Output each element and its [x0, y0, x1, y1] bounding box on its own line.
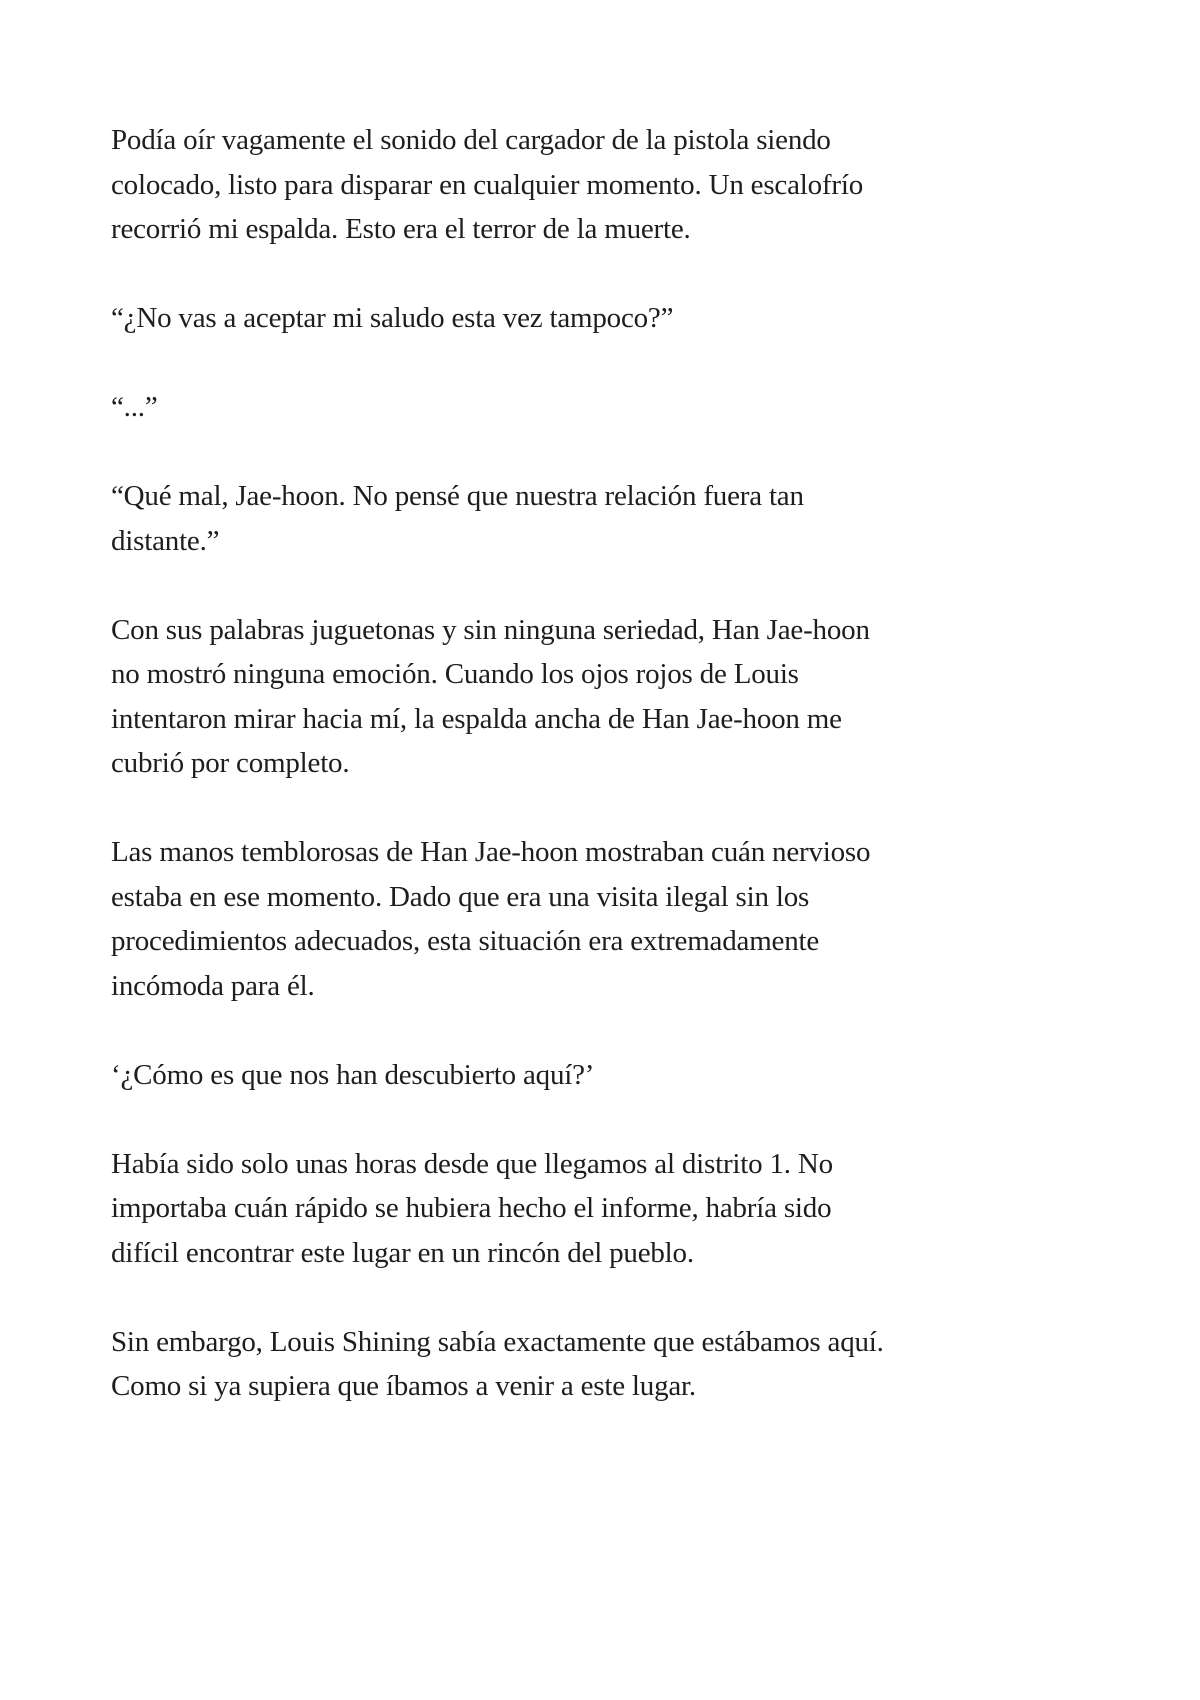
text-line: distante.” — [111, 524, 220, 557]
text-line: incómoda para él. — [111, 969, 315, 1002]
text-line: Podía oír vagamente el sonido del cargador de la pistola siendo — [111, 124, 831, 156]
text-line: Había sido solo unas horas desde que llegamos al distrito 1. No — [111, 1147, 833, 1180]
text-line: recorrió mi espalda. Esto era el terror de la muerte. — [111, 213, 691, 245]
text-line: “Qué mal, Jae-hoon. No pensé que nuestra relación fuera tan — [111, 480, 804, 512]
text-line: Las manos temblorosas de Han Jae-hoon mostraban cuán nervioso — [111, 836, 871, 868]
text-line: importaba cuán rápido se hubiera hecho el informe, habría sido — [111, 1192, 832, 1224]
paragraph-thought-1 — [111, 1053, 1091, 1098]
text-line: difícil encontrar este lugar en un rincón del pueblo. — [111, 1236, 694, 1269]
text-line: “¿No vas a aceptar mi saludo esta vez tampoco?” — [111, 302, 674, 334]
text-line: “...” — [111, 391, 158, 423]
text-line: Sin embargo, Louis Shining sabía exactamente que estábamos aquí. — [111, 1325, 884, 1358]
text-line: procedimientos adecuados, esta situación era extremadamente — [111, 925, 820, 957]
paragraph-narration-4 — [111, 1142, 1091, 1276]
paragraph-narration-5 — [111, 1320, 1091, 1409]
paragraph-narration-3 — [111, 830, 1091, 1008]
text-line: estaba en ese momento. Dado que era una visita ilegal sin los — [111, 880, 810, 913]
paragraph-narration-1 — [111, 118, 1091, 252]
text-line: colocado, listo para disparar en cualquier momento. Un escalofrío — [111, 168, 864, 201]
document-page — [111, 118, 1091, 1453]
paragraph-dialogue-3 — [111, 474, 1091, 563]
text-line: Con sus palabras juguetonas y sin ninguna seriedad, Han Jae-hoon — [111, 613, 870, 646]
text-line: intentaron mirar hacia mí, la espalda ancha de Han Jae-hoon me — [111, 702, 842, 735]
text-line: ‘¿Cómo es que nos han descubierto aquí?’ — [111, 1058, 595, 1091]
paragraph-narration-2 — [111, 608, 1091, 786]
paragraph-dialogue-2 — [111, 385, 1091, 430]
text-line: Como si ya supiera que íbamos a venir a este lugar. — [111, 1370, 696, 1402]
text-line: no mostró ninguna emoción. Cuando los ojos rojos de Louis — [111, 658, 799, 690]
text-line: cubrió por completo. — [111, 747, 350, 779]
paragraph-dialogue-1 — [111, 296, 1091, 341]
